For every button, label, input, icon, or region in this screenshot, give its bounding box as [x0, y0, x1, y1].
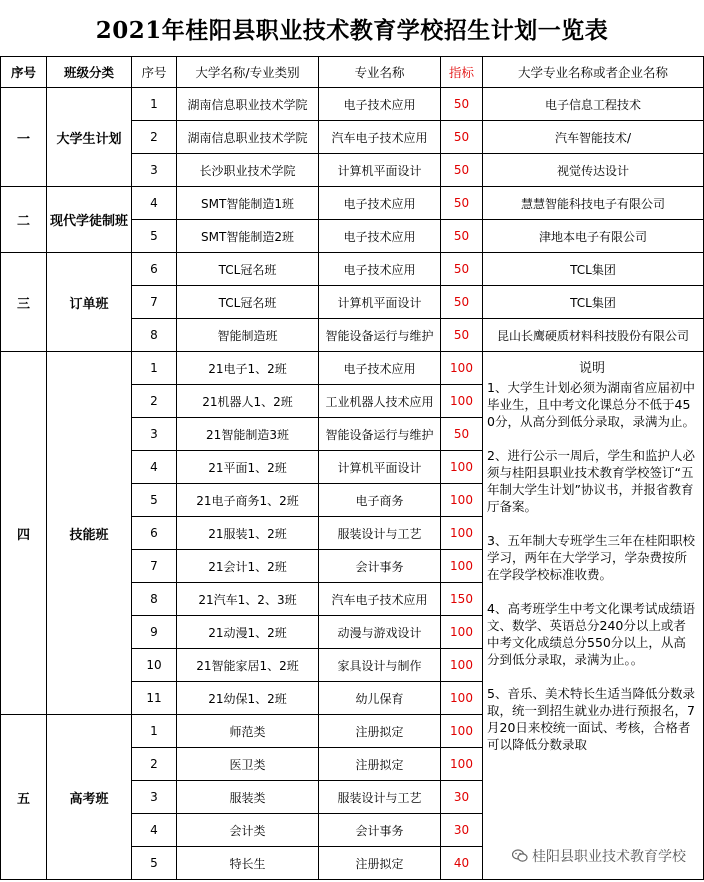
school-or-class: 湖南信息职业技术学院	[177, 121, 319, 154]
page-title: 2021年桂阳县职业技术教育学校招生计划一览表	[95, 16, 609, 44]
major-name: 工业机器人技术应用	[319, 385, 441, 418]
row-number: 3	[132, 418, 177, 451]
row-number: 9	[132, 616, 177, 649]
major-name: 电子技术应用	[319, 88, 441, 121]
school-or-class: 师范类	[177, 715, 319, 748]
quota-value: 100	[441, 682, 483, 715]
quota-value: 50	[441, 88, 483, 121]
school-or-class: SMT智能制造1班	[177, 187, 319, 220]
row-number: 4	[132, 187, 177, 220]
group-category: 大学生计划	[47, 88, 132, 187]
group-number: 一	[1, 88, 47, 187]
header-row-no: 序号	[132, 57, 177, 88]
quota-value: 30	[441, 781, 483, 814]
major-name: 会计事务	[319, 814, 441, 847]
row-number: 2	[132, 121, 177, 154]
quota-value: 100	[441, 649, 483, 682]
quota-value: 50	[441, 220, 483, 253]
major-name: 会计事务	[319, 550, 441, 583]
school-or-class: TCL冠名班	[177, 253, 319, 286]
school-or-class: 会计类	[177, 814, 319, 847]
row-number: 3	[132, 154, 177, 187]
partner-name: 电子信息工程技术	[483, 88, 704, 121]
major-name: 智能设备运行与维护	[319, 418, 441, 451]
row-number: 5	[132, 220, 177, 253]
school-or-class: 智能制造班	[177, 319, 319, 352]
school-or-class: 湖南信息职业技术学院	[177, 88, 319, 121]
group-number: 四	[1, 352, 47, 715]
school-or-class: 21电子商务1、2班	[177, 484, 319, 517]
major-name: 电子技术应用	[319, 187, 441, 220]
quota-value: 100	[441, 451, 483, 484]
major-name: 电子技术应用	[319, 220, 441, 253]
major-name: 电子商务	[319, 484, 441, 517]
notes-title: 说明	[578, 361, 605, 376]
notes-paragraph: 4、高考班学生中考文化课考试成绩语文、数学、英语总分240分以上或者中考文化成绩总分550分以上，从高分到低分录取，录满为止。。	[487, 601, 695, 667]
notes-cell	[483, 352, 704, 880]
quota-value: 50	[441, 253, 483, 286]
quota-value: 50	[441, 286, 483, 319]
school-or-class: 21机器人1、2班	[177, 385, 319, 418]
row-number: 10	[132, 649, 177, 682]
wechat-icon	[512, 849, 528, 863]
group-number: 五	[1, 715, 47, 880]
notes-paragraph: 3、五年制大专班学生三年在桂阳职校学习，两年在大学学习，学杂费按所在学段学校标准收费。	[487, 533, 695, 582]
quota-value: 100	[441, 352, 483, 385]
quota-value: 50	[441, 187, 483, 220]
row-number: 7	[132, 550, 177, 583]
quota-value: 100	[441, 517, 483, 550]
major-name: 服装设计与工艺	[319, 781, 441, 814]
group-number: 二	[1, 187, 47, 253]
table-row	[1, 88, 704, 121]
major-name: 注册拟定	[319, 715, 441, 748]
row-number: 5	[132, 847, 177, 880]
school-or-class: 21汽车1、2、3班	[177, 583, 319, 616]
major-name: 计算机平面设计	[319, 451, 441, 484]
table-row	[1, 352, 704, 385]
partner-name: 昆山长鹰硬质材料科技股份有限公司	[483, 319, 704, 352]
header-major: 专业名称	[319, 57, 441, 88]
header-group-no: 序号	[1, 57, 47, 88]
quota-value: 50	[441, 154, 483, 187]
notes-paragraph: 1、大学生计划必须为湖南省应届初中毕业生，且中考文化课总分不低于450分，从高分到低分录取，录满为止。	[487, 380, 695, 429]
row-number: 1	[132, 88, 177, 121]
row-number: 8	[132, 583, 177, 616]
header-quota: 指标	[441, 57, 483, 88]
quota-value: 50	[441, 319, 483, 352]
row-number: 2	[132, 385, 177, 418]
notes-paragraph: 2、进行公示一周后，学生和监护人必须与桂阳县职业技术教育学校签订“五年制大学生计划”协议书，并报省教育厅备案。	[487, 448, 695, 514]
group-category: 高考班	[47, 715, 132, 880]
partner-name: 津地本电子有限公司	[483, 220, 704, 253]
row-number: 5	[132, 484, 177, 517]
quota-value: 150	[441, 583, 483, 616]
major-name: 注册拟定	[319, 847, 441, 880]
major-name: 电子技术应用	[319, 352, 441, 385]
header-row	[1, 57, 704, 88]
row-number: 11	[132, 682, 177, 715]
row-number: 1	[132, 715, 177, 748]
quota-value: 100	[441, 616, 483, 649]
major-name: 电子技术应用	[319, 253, 441, 286]
school-or-class: 21智能制造3班	[177, 418, 319, 451]
row-number: 2	[132, 748, 177, 781]
school-or-class: 21服装1、2班	[177, 517, 319, 550]
school-or-class: SMT智能制造2班	[177, 220, 319, 253]
school-or-class: 21电子1、2班	[177, 352, 319, 385]
major-name: 动漫与游戏设计	[319, 616, 441, 649]
quota-value: 100	[441, 748, 483, 781]
quota-value: 100	[441, 550, 483, 583]
school-or-class: 21动漫1、2班	[177, 616, 319, 649]
major-name: 服装设计与工艺	[319, 517, 441, 550]
enrollment-table	[0, 56, 704, 880]
quota-value: 50	[441, 121, 483, 154]
major-name: 计算机平面设计	[319, 154, 441, 187]
partner-name: 汽车智能技术/	[483, 121, 704, 154]
header-school: 大学名称/专业类别	[177, 57, 319, 88]
partner-name: TCL集团	[483, 253, 704, 286]
major-name: 家具设计与制作	[319, 649, 441, 682]
row-number: 7	[132, 286, 177, 319]
table-row	[1, 253, 704, 286]
watermark-text: 桂阳县职业技术教育学校	[532, 849, 686, 865]
major-name: 注册拟定	[319, 748, 441, 781]
header-partner: 大学专业名称或者企业名称	[483, 57, 704, 88]
quota-value: 30	[441, 814, 483, 847]
school-or-class: 21平面1、2班	[177, 451, 319, 484]
row-number: 6	[132, 517, 177, 550]
quota-value: 100	[441, 385, 483, 418]
group-number: 三	[1, 253, 47, 352]
row-number: 3	[132, 781, 177, 814]
header-category: 班级分类	[47, 57, 132, 88]
quota-value: 100	[441, 484, 483, 517]
school-or-class: 服装类	[177, 781, 319, 814]
group-category: 现代学徒制班	[47, 187, 132, 253]
table-row	[1, 187, 704, 220]
quota-value: 100	[441, 715, 483, 748]
major-name: 幼儿保育	[319, 682, 441, 715]
row-number: 4	[132, 451, 177, 484]
school-or-class: 21会计1、2班	[177, 550, 319, 583]
major-name: 汽车电子技术应用	[319, 583, 441, 616]
quota-value: 50	[441, 418, 483, 451]
school-or-class: 21智能家居1、2班	[177, 649, 319, 682]
group-category: 技能班	[47, 352, 132, 715]
school-or-class: 21幼保1、2班	[177, 682, 319, 715]
quota-value: 40	[441, 847, 483, 880]
major-name: 汽车电子技术应用	[319, 121, 441, 154]
row-number: 8	[132, 319, 177, 352]
partner-name: 视觉传达设计	[483, 154, 704, 187]
partner-name: 慧慧智能科技电子有限公司	[483, 187, 704, 220]
major-name: 智能设备运行与维护	[319, 319, 441, 352]
group-category: 订单班	[47, 253, 132, 352]
school-or-class: 长沙职业技术学院	[177, 154, 319, 187]
notes-paragraph: 5、音乐、美术特长生适当降低分数录取，统一到招生就业办进行预报名，7月20日来校统一面试、考核，合格者可以降低分数录取	[487, 686, 695, 752]
school-or-class: 特长生	[177, 847, 319, 880]
row-number: 6	[132, 253, 177, 286]
school-or-class: 医卫类	[177, 748, 319, 781]
watermark	[512, 846, 686, 866]
school-or-class: TCL冠名班	[177, 286, 319, 319]
partner-name: TCL集团	[483, 286, 704, 319]
row-number: 4	[132, 814, 177, 847]
major-name: 计算机平面设计	[319, 286, 441, 319]
row-number: 1	[132, 352, 177, 385]
